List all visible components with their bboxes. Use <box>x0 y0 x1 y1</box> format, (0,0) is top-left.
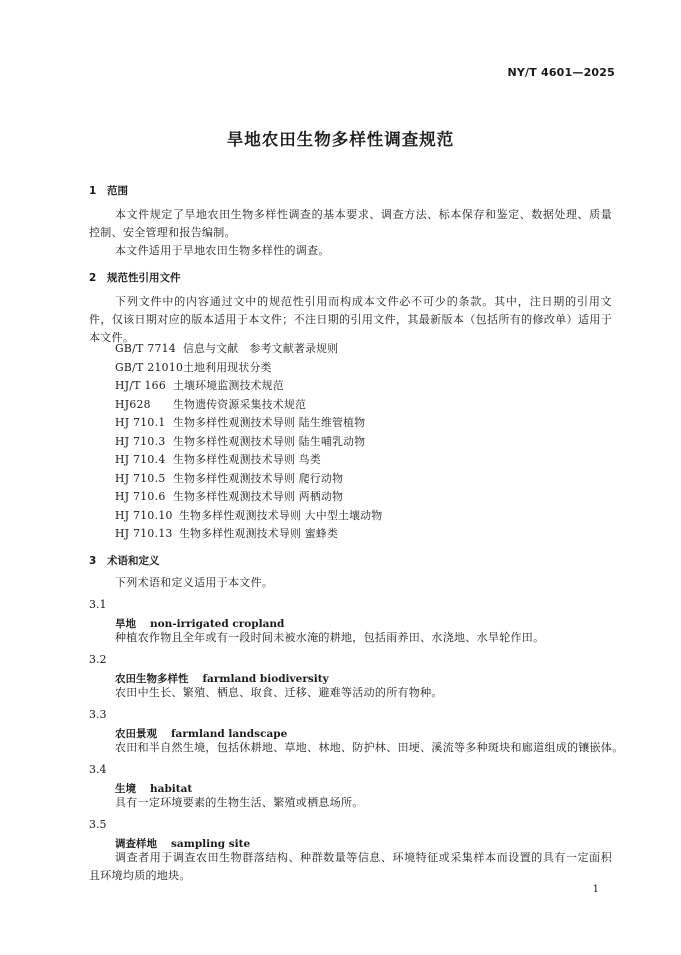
term-chinese: 农田生物多样性 <box>115 673 189 685</box>
reference-item <box>115 451 382 470</box>
section-number: 1 <box>89 185 97 197</box>
page-number: 1 <box>592 884 599 895</box>
term-definition: 具有一定环境要素的生物生活、繁殖或栖息场所。 <box>115 796 364 809</box>
reference-code: HJ628 <box>115 397 151 411</box>
paragraph: 下列文件中的内容通过文中的规范性引用而构成本文件必不可少的条款。其中，注日期的引用文件，仅该日期对应的版本适用于本文件；不注日期的引用文件，其最新版本（包括所有的修改单）适用于本文件。 <box>89 295 612 344</box>
term-english: farmland landscape <box>171 728 288 740</box>
reference-item <box>115 507 382 526</box>
term-number: 3.2 <box>89 653 107 666</box>
term-number: 3.4 <box>89 763 107 776</box>
term-chinese: 调查样地 <box>115 838 157 850</box>
reference-item <box>115 396 382 415</box>
term-english: habitat <box>150 783 193 795</box>
term-number: 3.1 <box>89 598 107 611</box>
reference-code: GB/T 21010 <box>115 360 184 374</box>
reference-item <box>115 433 382 452</box>
section-1-heading <box>89 183 128 198</box>
reference-item <box>115 525 382 544</box>
section-2-heading <box>89 270 181 285</box>
reference-code: HJ 710.10 <box>115 508 173 522</box>
term-chinese: 农田景观 <box>115 728 157 740</box>
reference-code: HJ 710.3 <box>115 434 166 448</box>
reference-title: 土地利用现状分类 <box>183 360 272 374</box>
term-definition: 种植农作物且全年或有一段时间未被水淹的耕地，包括雨养田、水浇地、水旱轮作田。 <box>115 631 545 644</box>
reference-title: 生物多样性观测技术导则 鸟类 <box>173 453 321 466</box>
reference-code: GB/T 7714 <box>115 342 177 355</box>
reference-title: 生物遗传资源采集技术规范 <box>173 397 307 411</box>
reference-code: HJ 710.1 <box>115 416 166 429</box>
reference-title: 生物多样性观测技术导则 陆生维管植物 <box>173 416 366 429</box>
reference-item <box>115 377 382 396</box>
paragraph: 下列术语和定义适用于本文件。 <box>115 576 274 589</box>
paragraph: 本文件适用于旱地农田生物多样性的调查。 <box>115 244 330 257</box>
reference-code: HJ 710.4 <box>115 453 166 466</box>
term-chinese: 生境 <box>115 783 136 795</box>
term-english: sampling site <box>171 838 251 850</box>
term-definition: 调查者用于调查农田生物群落结构、种群数量等信息、环境特征或采集样本而设置的具有一定面积且环境均质的地块。 <box>89 851 612 882</box>
reference-list <box>115 340 382 544</box>
term-number: 3.3 <box>89 708 107 721</box>
reference-title: 生物多样性观测技术导则 陆生哺乳动物 <box>173 434 366 448</box>
reference-title: 生物多样性观测技术导则 爬行动物 <box>173 471 344 485</box>
term-english: non-irrigated cropland <box>150 618 285 630</box>
term-definition: 农田和半自然生境，包括休耕地、草地、林地、防护林、田埂、溪流等多种斑块和廊道组成的镶嵌体。 <box>115 741 624 754</box>
section-title: 范围 <box>107 185 128 197</box>
term-number: 3.5 <box>89 818 107 831</box>
document-title: 旱地农田生物多样性调查规范 <box>226 130 455 149</box>
standard-code: NY/T 4601—2025 <box>507 66 615 79</box>
reference-title: 生物多样性观测技术导则 两栖动物 <box>173 490 344 503</box>
reference-item <box>115 470 382 489</box>
section-number: 3 <box>89 555 97 567</box>
reference-item <box>115 414 382 433</box>
reference-code: HJ 710.5 <box>115 471 166 485</box>
reference-code: HJ/T 166 <box>115 379 167 392</box>
reference-item <box>115 359 382 378</box>
reference-title: 土壤环境监测技术规范 <box>173 379 284 392</box>
section-number: 2 <box>89 272 97 284</box>
reference-title: 生物多样性观测技术导则 大中型土壤动物 <box>179 508 383 522</box>
reference-code: HJ 710.6 <box>115 490 166 503</box>
term-definition: 农田中生长、繁殖、栖息、取食、迁移、避难等活动的所有物种。 <box>115 686 443 699</box>
section-title: 规范性引用文件 <box>107 272 181 284</box>
reference-title: 信息与文献 参考文献著录规则 <box>183 342 339 355</box>
reference-item <box>115 488 382 507</box>
term-chinese: 旱地 <box>115 618 136 630</box>
section-3-heading <box>89 553 160 568</box>
section-title: 术语和定义 <box>107 555 160 567</box>
term-english: farmland biodiversity <box>202 673 329 685</box>
reference-title: 生物多样性观测技术导则 蜜蜂类 <box>179 527 339 540</box>
reference-item <box>115 340 382 359</box>
reference-code: HJ 710.13 <box>115 527 173 540</box>
paragraph: 本文件规定了旱地农田生物多样性调查的基本要求、调查方法、标本保存和鉴定、数据处理、质量控制、安全管理和报告编制。 <box>89 208 612 239</box>
